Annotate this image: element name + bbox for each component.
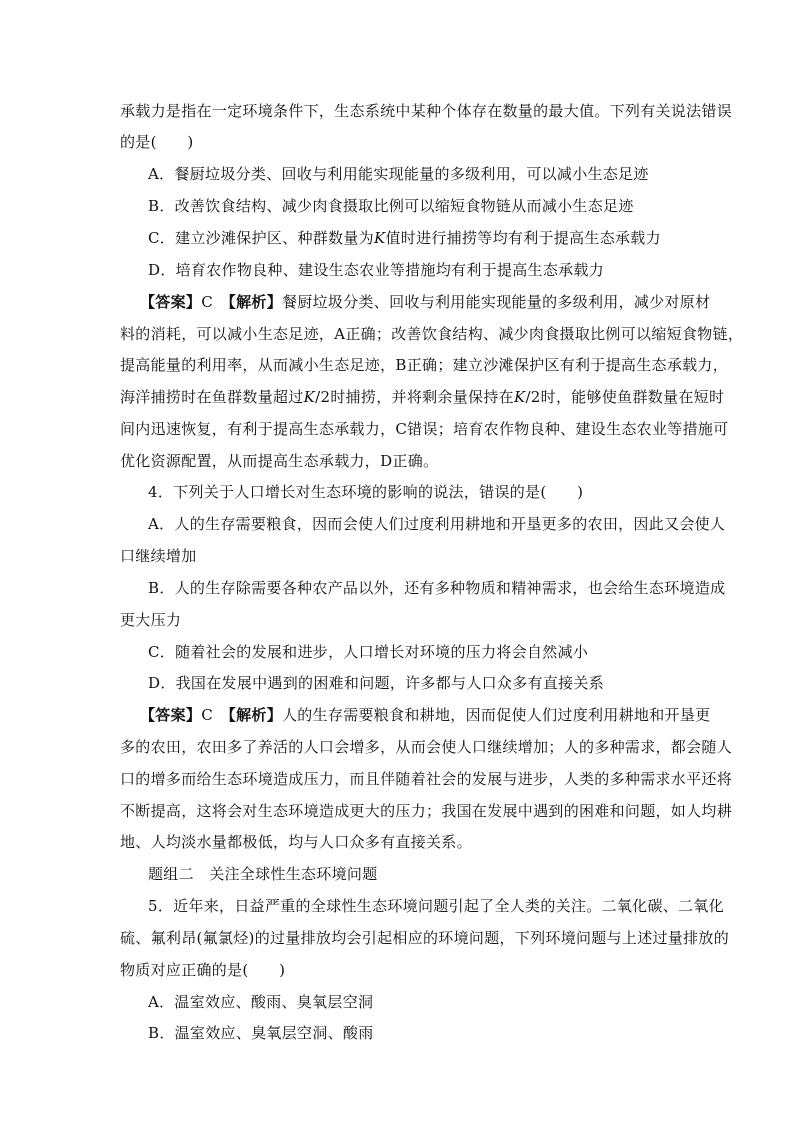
answer-tag: 【答案】 — [140, 706, 202, 724]
answer-value: C — [201, 293, 213, 311]
q3-option-b: B．改善饮食结构、减少肉食摄取比例可以缩短食物链从而减小生态足迹 — [148, 197, 634, 215]
q3-stem-line-2: 的是( ) — [120, 133, 194, 151]
q4-explanation-line-5: 地、人均淡水量都极低，均与人口众多有直接关系。 — [120, 833, 472, 851]
q4-option-b-line-2: 更大压力 — [120, 611, 182, 629]
explanation-tag: 【解析】 — [228, 293, 282, 311]
q4-option-a-line-1: A．人的生存需要粮食，因而会使人们过度利用耕地和开垦更多的农田，因此又会使人 — [148, 515, 726, 533]
q4-option-b-line-1: B．人的生存除需要各种农产品以外，还有多种物质和精神需求，也会给生态环境造成 — [148, 579, 726, 597]
section-heading: 题组二 关注全球性生态环境问题 — [148, 865, 378, 883]
q5-stem-line-1: 5．近年来，日益严重的全球性生态环境问题引起了全人类的关注。二氧化碳、二氧化 — [148, 897, 724, 915]
q4-answer-line: 【答案】C 【解析】人的生存需要粮食和耕地，因而促使人们过度利用耕地和开垦更 — [140, 706, 711, 724]
q3-option-a: A．餐厨垃圾分类、回收与利用能实现能量的多级利用，可以减小生态足迹 — [148, 165, 649, 183]
q3-option-c: C．建立沙滩保护区、种群数量为K值时进行捕捞等均有利于提高生态承载力 — [148, 229, 661, 247]
q5-stem-line-2: 硫、氟利昂(氟氯烃)的过量排放均会引起相应的环境问题，下列环境问题与上述过量排放的 — [120, 929, 730, 947]
q4-option-a-line-2: 口继续增加 — [120, 547, 197, 565]
explanation-tag: 【解析】 — [228, 706, 282, 724]
q4-stem: 4．下列关于人口增长对生态环境的影响的说法，错误的是( ) — [148, 483, 584, 501]
q4-explanation-line-4: 不断提高，这将会对生态环境造成更大的压力；我国在发展中遇到的困难和问题，如人均耕 — [120, 802, 733, 820]
q4-option-d: D．我国在发展中遇到的困难和问题，许多都与人口众多有直接关系 — [148, 674, 605, 692]
q4-explanation-line-3: 口的增多而给生态环境造成压力，而且伴随着社会的发展与进步，人类的多种需求水平还将 — [120, 770, 733, 788]
q3-stem-line-1: 承载力是指在一定环境条件下，生态系统中某种个体存在数量的最大值。下列有关说法错误 — [120, 102, 733, 120]
q5-option-a: A．温室效应、酸雨、臭氧层空洞 — [148, 993, 374, 1011]
q3-explanation-line-3: 提高能量的利用率，从而减小生态足迹，B正确；建立沙滩保护区有利于提高生态承载力， — [120, 356, 729, 374]
answer-value: C — [201, 706, 213, 724]
q3-explanation-line-6: 优化资源配置，从而提高生态承载力，D正确。 — [120, 452, 439, 470]
q3-explanation-line-5: 间内迅速恢复，有利于提高生态承载力，C错误；培育农作物良种、建设生态农业等措施可 — [120, 420, 729, 438]
answer-tag: 【答案】 — [140, 293, 202, 311]
q5-option-b: B．温室效应、臭氧层空洞、酸雨 — [148, 1024, 374, 1042]
q3-explanation-line-4: 海洋捕捞时在鱼群数量超过K/2时捕捞，并将剩余量保持在K/2时，能够使鱼群数量在短时 — [120, 388, 725, 406]
q3-option-d: D．培育农作物良种、建设生态农业等措施均有利于提高生态承载力 — [148, 261, 605, 279]
q3-answer-line: 【答案】C 【解析】餐厨垃圾分类、回收与利用能实现能量的多级利用，减少对原材 — [140, 293, 711, 311]
q5-stem-line-3: 物质对应正确的是( ) — [120, 961, 286, 979]
q4-option-c: C．随着社会的发展和进步，人口增长对环境的压力将会自然减小 — [148, 643, 589, 661]
q3-explanation-line-2: 料的消耗，可以减小生态足迹，A正确；改善饮食结构、减少肉食摄取比例可以缩短食物链， — [120, 325, 744, 343]
q4-explanation-line-2: 多的农田，农田多了养活的人口会增多，从而会使人口继续增加；人的多种需求，都会随人 — [120, 738, 733, 756]
